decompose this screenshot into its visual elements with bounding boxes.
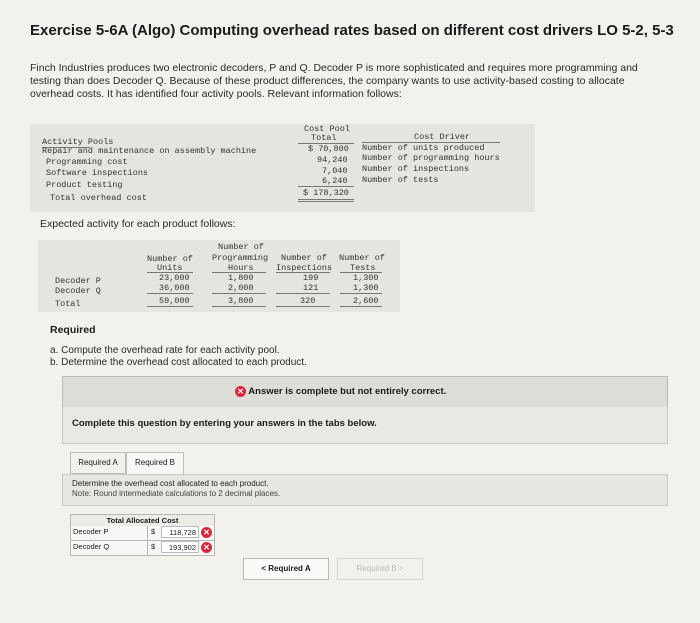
- answer-status-text: Answer is complete but not entirely correct.: [248, 386, 447, 397]
- pool-row-2-driver: Number of programming hours: [362, 153, 500, 163]
- pools-total-value: $ 178,320: [303, 188, 349, 198]
- act-row-3-insp: 320: [300, 296, 316, 306]
- act-head-hours-l0: Number of: [218, 242, 264, 252]
- pools-header-cost-l1: Cost Pool: [304, 124, 350, 134]
- pool-row-1-driver: Number of units produced: [362, 143, 485, 153]
- act-row-3-label: Total: [55, 299, 81, 309]
- tab-required-b[interactable]: Required B: [126, 452, 184, 475]
- required-a: a. Compute the overhead rate for each activity pool.: [50, 345, 280, 356]
- act-row-1-hours: 1,800: [228, 273, 254, 283]
- act-head-hours-l2: Hours: [228, 263, 254, 273]
- act-row-2-tests: 1,300: [353, 283, 379, 293]
- decoder-q-cost-input[interactable]: 193,902: [161, 541, 199, 553]
- act-row-2-label: Decoder Q: [55, 286, 101, 296]
- act-head-units-l2: Units: [157, 263, 183, 273]
- act-head-tests-l2: Tests: [350, 263, 376, 273]
- act-row-1-tests: 1,300: [353, 273, 379, 283]
- act-row-2-units: 36,000: [159, 283, 190, 293]
- answer-table-header: Total Allocated Cost: [70, 514, 215, 527]
- tab-required-a[interactable]: Required A: [70, 452, 126, 474]
- prev-required-button[interactable]: < Required A: [243, 558, 329, 580]
- decoder-p-cost-input[interactable]: 118,728: [161, 526, 199, 538]
- pools-header-activity: Activity Pools: [42, 137, 114, 147]
- instruction-line-1: Determine the overhead cost allocated to each product.: [72, 479, 269, 488]
- act-row-1-insp: 199: [303, 273, 319, 283]
- pool-row-3-cost: 7,040: [322, 166, 348, 176]
- pools-header-cost-l2: Total: [311, 133, 337, 143]
- act-row-3-tests: 2,600: [353, 296, 379, 306]
- answer-row-decoder-q: [70, 541, 215, 556]
- intro-text: Finch Industries produces two electronic decoders, P and Q. Decoder P is more sophisticated and requires more programming and testing than does Decoder Q. Because of these product differences, the company wants to use activity-based costing to allocate overhead costs. It has identified four activity pools. Relevant information follows:: [30, 62, 638, 100]
- incorrect-icon: ✕: [201, 542, 212, 553]
- act-row-1-label: Decoder P: [55, 276, 101, 286]
- act-head-tests-l1: Number of: [339, 253, 385, 263]
- expected-activity-label: Expected activity for each product follows:: [40, 218, 236, 230]
- pool-row-4-cost: 6,240: [322, 176, 348, 186]
- act-head-units-l1: Number of: [147, 254, 193, 264]
- act-head-insp-l2: Inspections: [276, 263, 333, 273]
- pool-row-2-cost: 94,240: [317, 155, 348, 165]
- instruction-line-2: Note: Round intermediate calculations to 2 decimal places.: [72, 489, 281, 498]
- act-row-2-insp: 121: [303, 283, 319, 293]
- act-row-3-units: 59,000: [159, 296, 190, 306]
- act-row-3-hours: 3,800: [228, 296, 254, 306]
- pool-row-2-name: Programming cost: [46, 157, 128, 167]
- pool-row-3-driver: Number of inspections: [362, 164, 470, 174]
- pools-header-driver: Cost Driver: [414, 132, 471, 142]
- complete-prompt: Complete this question by entering your answers in the tabs below.: [72, 418, 377, 429]
- x-circle-icon: ✕: [235, 386, 246, 397]
- answer-row-label: Decoder Q: [73, 542, 110, 551]
- next-required-button[interactable]: Required B >: [337, 558, 423, 580]
- required-b: b. Determine the overhead cost allocated to each product.: [50, 357, 307, 368]
- answer-row-decoder-p: [70, 526, 215, 541]
- pool-row-1-name: Repair and maintenance on assembly machine: [42, 146, 257, 156]
- act-head-insp-l1: Number of: [281, 253, 327, 263]
- currency-symbol: $: [151, 527, 156, 536]
- currency-symbol: $: [151, 542, 156, 551]
- answer-row-label: Decoder P: [73, 527, 109, 536]
- act-row-2-hours: 2,000: [228, 283, 254, 293]
- pool-row-4-name: Product testing: [46, 180, 123, 190]
- incorrect-icon: ✕: [201, 527, 212, 538]
- answer-status: [235, 386, 446, 397]
- act-row-1-units: 23,000: [159, 273, 190, 283]
- required-heading: Required: [50, 324, 96, 336]
- act-head-hours-l1: Programming: [212, 253, 269, 263]
- exercise-title: Exercise 5-6A (Algo) Computing overhead rates based on different cost drivers LO 5-2, 5-3: [30, 22, 674, 39]
- pools-total-label: Total overhead cost: [50, 193, 147, 203]
- pool-row-4-driver: Number of tests: [362, 175, 439, 185]
- pool-row-1-cost: $ 70,800: [308, 144, 349, 154]
- pool-row-3-name: Software inspections: [46, 168, 149, 178]
